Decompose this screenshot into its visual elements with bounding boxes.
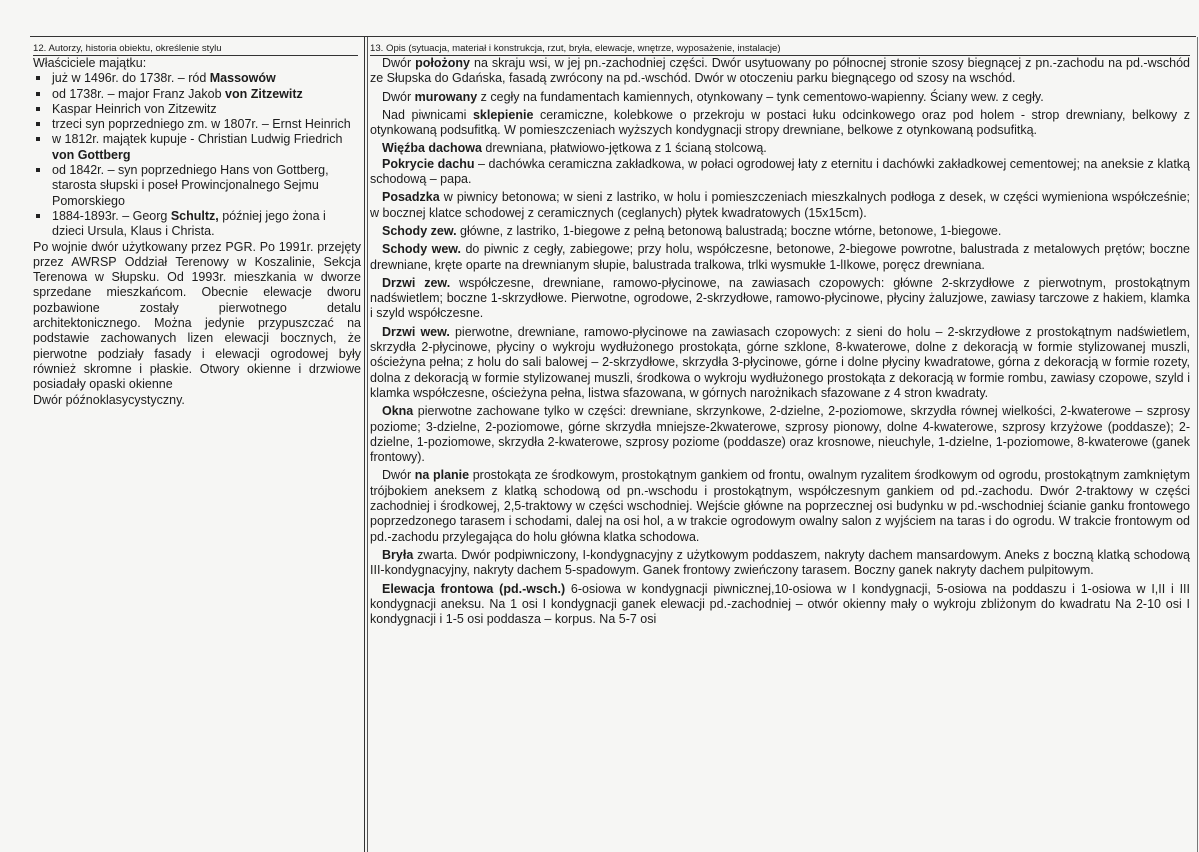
description-column bbox=[370, 56, 1190, 627]
description-paragraph: Dwór murowany z cegły na fundamentach kamiennych, otynkowany – tynk cementowo-wapienny. Ściany wew. z cegły. bbox=[382, 89, 1044, 104]
bullet-icon bbox=[36, 92, 40, 96]
column-divider-inner bbox=[367, 37, 368, 852]
owner-item: 1884-1893r. – Georg Schultz, później jego żona i dzieci Ursula, Klaus i Christa. bbox=[33, 209, 361, 240]
description-paragraph: Dwór na planie prostokąta ze środkowym, prostokątnym gankiem od frontu, owalnym ryzalitem środkowym od ogrodu, prostokątnym zamkniętym trójbokiem aneksem z klatką schodową od pn.-wschodu i prostokątnym, współczesnym gankiem od pd.-zachodu. Dwór 2-traktowy w części zachodniej i środkowej, 2,5-traktowy w części wschodniej. Wejście główne na poprzecznej osi budynku w pd.-wschodniej ścianie ganku frontowego poprzedzonego tarasem i schodami, dalej na osi hol, a w trakcie ogrodowym owalny salon z wyjściem na taras i do ogrodu. W trakcie frontowym od pd.-zachodu przylegająca do holu główna klatka schodowa. bbox=[370, 468, 1190, 544]
description-paragraph: Drzwi wew. pierwotne, drewniane, ramowo-płycinowe na zawiasach czopowych: z sieni do holu – 2-skrzydłowe z prostokątnym nadświetlem, skrzydła 2-płycinowe, płyciny o wykroju wydłużonego prostokąta, górne szklone, 8-kwaterowe, dolne z dekoracją w formie stylizowanej muszli, ościeżyna pełna; z holu do sali balowej – 2-skrzydłowe, skrzydła 3-płycinowe, górne i dolne płyciny kwadratowe, górna z dekoracją w formie rozety, dolna z dekoracją w formie stylizowanej muszli, środkowa o wykroju wydłużonego prostokąta z dekoracją w formie rombu, zawiasy czopowe, szyld i klamka współczesne, ościeżyna pełna, listwa sfazowana, w górnych narożnikach sfazowane z 4 stron kwadraty. bbox=[370, 324, 1190, 400]
description-paragraph: Drzwi zew. współczesne, drewniane, ramowo-płycinowe, na zawiasach czopowych: główne 2-skrzydłowe z pierwotnym, prostokątnym nadświetlem; boczne 1-skrzydłowe. Pierwotne, ogrodowe, 2-skrzydłowe, ramowo-płycinowe, płyciny żaluzjowe, zawiasy tarczowe z hakiem, klamka i szyld współczesne. bbox=[370, 275, 1190, 321]
description-paragraph: Pokrycie dachu – dachówka ceramiczna zakładkowa, w połaci ogrodowej łaty z eternitu i dachówki zakładkowej cementowej; na aneksie z klatką schodową – papa. bbox=[370, 156, 1190, 187]
section-13-header: 13. Opis (sytuacja, materiał i konstrukcja, rzut, bryła, elewacje, wnętrze, wyposażenie, instalacje) bbox=[370, 43, 1190, 56]
bullet-icon bbox=[36, 76, 40, 80]
style-line: Dwór późnoklasycystyczny. bbox=[33, 392, 185, 407]
owner-item: od 1842r. – syn poprzedniego Hans von Gottberg, starosta słupski i poseł Prowincjonalnego Sejmu Pomorskiego bbox=[33, 163, 361, 209]
bullet-icon bbox=[36, 107, 40, 111]
bullet-icon bbox=[36, 122, 40, 126]
column-divider bbox=[364, 37, 365, 852]
description-paragraph: Schody zew. główne, z lastriko, 1-biegowe z pełną betonową balustradą; boczne wtórne, betonowe, 1-biegowe. bbox=[382, 223, 1002, 238]
owner-item: trzeci syn poprzedniego zm. w 1807r. – Ernst Heinrich bbox=[33, 117, 361, 132]
description-paragraph: Elewacja frontowa (pd.-wsch.) 6-osiowa w kondygnacji piwnicznej,10-osiowa w I kondygnacji, 5-osiowa na poddaszu i 1-osiowa w I,II i III kondygnacji aneksu. Na 1 osi I kondygnacji ganek elewacji pd.-zachodniej – otwór okienny mały o wykroju zbliżonym do kwadratu Na 2-10 osi I kondygnacji i 1-5 osi poddasza – korpus. Na 5-7 osi bbox=[370, 581, 1191, 627]
bullet-icon bbox=[36, 168, 40, 172]
owner-item: już w 1496r. do 1738r. – ród Massowów bbox=[33, 71, 361, 86]
description-paragraph: Schody wew. do piwnic z cegły, zabiegowe; przy holu, współczesne, betonowe, 2-biegowe powrotne, balustrada z metalowych prętów; boczne drewniane, kręte oparte na drewnianym słupie, balustrada tralkowa, trlki wysmukłe 1-lIkowe, poręcz drewniana. bbox=[370, 242, 1191, 272]
right-border bbox=[1197, 37, 1198, 852]
owner-item: w 1812r. majątek kupuje - Christian Ludwig Friedrich von Gottberg bbox=[33, 132, 361, 163]
bullet-icon bbox=[36, 137, 40, 141]
description-paragraph: Więźba dachowa drewniana, płatwiowo-jętkowa z 1 ścianą stolcową. bbox=[382, 141, 767, 156]
history-column bbox=[33, 56, 361, 408]
description-paragraph: Dwór położony na skraju wsi, w jej pn.-zachodniej części. Dwór usytuowany po północnej stronie szosy biegnącej z pn.-zachodu na pd.-wschód ze Słupska do Gdańska, fasadą zwrócony na pd.-wschód. Dwór w otoczeniu parku biegnącego od szosy na wschód. bbox=[370, 56, 1190, 86]
description-paragraph: Bryła zwarta. Dwór podpiwniczony, I-kondygnacyjny z użytkowym poddaszem, nakryty dachem mansardowym. Aneks z boczną klatką schodową III-kondygnacyjny, nakryty dachem 5-spadowym. Ganek frontowy zwieńczony tarasem. Boczny ganek nakryty dachem pulpitowym. bbox=[370, 547, 1190, 578]
description-paragraph: Posadzka w piwnicy betonowa; w sieni z lastriko, w holu i pomieszczeniach mieszkalnych podłoga z desek, w części wymieniona współcześnie; w bocznej klatce schodowej z ceramicznych (ceglanych) płytek kwadratowych (15x15cm). bbox=[370, 190, 1190, 220]
history-paragraph: Po wojnie dwór użytkowany przez PGR. Po 1991r. przejęty przez AWRSP Oddział Terenowy w Koszalinie, Sekcja Terenowa w Słupsku. Od 1993r. mieszkania w dworze sprzedane mieszkańcom. Obecnie elewacje dworu pozbawione zostały pierwotnego detalu architektonicznego. Można jedynie przypuszczać na podstawie zachowanych lizen elewacji bocznych, że pierwotne podziały fasady i elewacji ogrodowej były również skromne i płaskie. Otwory okienne i drzwiowe posiadały opaski okienne bbox=[33, 239, 361, 392]
owner-item: Kaspar Heinrich von Zitzewitz bbox=[33, 102, 361, 117]
description-paragraph: Okna pierwotne zachowane tylko w części: drewniane, skrzynkowe, 2-dzielne, 2-poziomowe, skrzydła równej wielkości, 2-kwaterowe – szprosy poziome; 3-dzielne, 2-poziomowe, górne skrzydła mniejsze-2kwaterowe, szprosy pionowy, dolne 4-kwaterowe, szprosy krzyżowe (poddasze); 2-dzielne, 1-poziomowe, skrzydła 2-kwaterowe, szprosy poziome (poddasze) oraz krosnowe, nieuchyle, 1-dzielne, 1-poziomowe, 8-kwaterowe (ganek frontowy). bbox=[370, 404, 1190, 465]
document-sheet bbox=[30, 36, 1196, 849]
owners-list bbox=[33, 71, 361, 239]
owners-title: Właściciele majątku: bbox=[33, 56, 147, 70]
section-12-header: 12. Autorzy, historia obiektu, określenie stylu bbox=[33, 43, 358, 56]
description-paragraph: Nad piwnicami sklepienie ceramiczne, kolebkowe o przekroju w postaci łuku odcinkowego oraz pod holem - strop drewniany, belkowy z otynkowaną podsufitką. W pomieszczeniach wyższych kondygnacji stropy drewniane, belkowe z otynkowaną podsufitką. bbox=[370, 107, 1190, 138]
bullet-icon bbox=[36, 214, 40, 218]
owner-item: od 1738r. – major Franz Jakob von Zitzewitz bbox=[33, 87, 361, 102]
